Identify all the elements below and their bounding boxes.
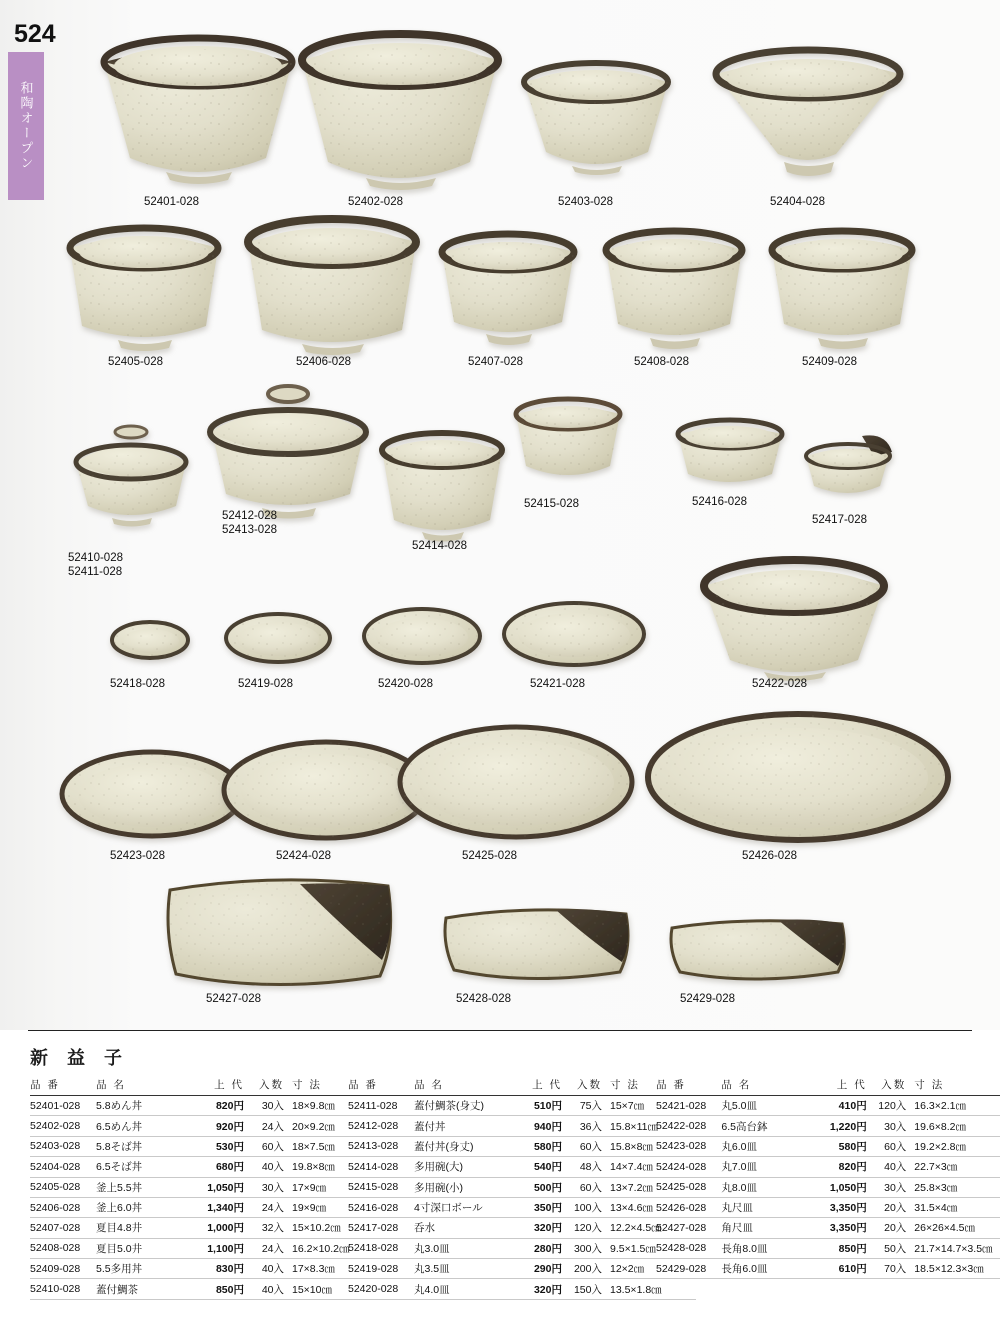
caption-52419-028: 52419-028	[238, 678, 293, 690]
th-qty: 入数	[869, 1076, 911, 1096]
product-52408-028	[606, 231, 742, 349]
cell-code: 52415-028	[348, 1177, 414, 1197]
caption-52404-028: 52404-028	[770, 196, 825, 208]
table-row	[30, 1177, 378, 1197]
cell-name: 丸8.0皿	[721, 1177, 815, 1197]
cell-size: 18×7.5㎝	[288, 1136, 378, 1156]
price-table-3	[656, 1076, 1000, 1279]
cell-code: 52418-028	[348, 1238, 414, 1258]
table-row	[348, 1259, 696, 1279]
product-52418-028	[112, 622, 188, 658]
cell-size: 15.8×11㎝	[606, 1116, 696, 1136]
cell-price: 410円	[815, 1096, 868, 1116]
caption-52421-028: 52421-028	[530, 678, 585, 690]
caption-52423-028: 52423-028	[110, 850, 165, 862]
cell-price: 3,350円	[815, 1218, 868, 1238]
cell-name: 丸5.0皿	[721, 1096, 815, 1116]
caption-52418-028: 52418-028	[110, 678, 165, 690]
caption-52420-028: 52420-028	[378, 678, 433, 690]
cell-name: 6.5めん丼	[96, 1116, 192, 1136]
cell-name: 長角8.0皿	[721, 1238, 815, 1258]
cell-qty: 75入	[564, 1096, 606, 1116]
table-row	[656, 1116, 1000, 1136]
cell-size: 22.7×3㎝	[910, 1157, 1000, 1177]
th-name: 品 名	[414, 1076, 510, 1096]
product-52422-028	[704, 560, 884, 681]
cell-qty: 200入	[564, 1259, 606, 1279]
cell-price: 820円	[815, 1157, 868, 1177]
product-52409-028	[772, 231, 912, 349]
product-52415-028	[516, 399, 620, 475]
cell-name: 角尺皿	[721, 1218, 815, 1238]
table-row	[348, 1197, 696, 1217]
product-52421-028	[504, 603, 644, 665]
caption-52409-028: 52409-028	[802, 356, 857, 368]
product-52410-028	[76, 426, 186, 527]
cell-code: 52426-028	[656, 1197, 721, 1217]
cell-price: 320円	[510, 1218, 564, 1238]
cell-price: 540円	[510, 1157, 564, 1177]
caption-52408-028: 52408-028	[634, 356, 689, 368]
cell-price: 1,050円	[192, 1177, 246, 1197]
cell-price: 920円	[192, 1116, 246, 1136]
table-row	[30, 1136, 378, 1156]
cell-price: 1,340円	[192, 1197, 246, 1217]
table-row	[30, 1197, 378, 1217]
cell-code: 52407-028	[30, 1218, 96, 1238]
cell-price: 580円	[815, 1136, 868, 1156]
cell-qty: 60入	[564, 1177, 606, 1197]
product-52420-028	[364, 609, 480, 663]
product-52426-028	[648, 714, 948, 840]
th-name: 品 名	[96, 1076, 192, 1096]
caption-52413-028: 52413-028	[222, 524, 277, 536]
cell-qty: 150入	[564, 1279, 606, 1299]
table-row	[656, 1218, 1000, 1238]
table-row	[348, 1238, 696, 1258]
cell-code: 52403-028	[30, 1136, 96, 1156]
table-row	[656, 1259, 1000, 1279]
cell-price: 940円	[510, 1116, 564, 1136]
cell-price: 350円	[510, 1197, 564, 1217]
cell-size: 17×9㎝	[288, 1177, 378, 1197]
caption-52429-028: 52429-028	[680, 993, 735, 1005]
cell-qty: 24入	[246, 1116, 288, 1136]
cell-code: 52405-028	[30, 1177, 96, 1197]
product-52428-028	[445, 910, 628, 979]
table-row	[30, 1116, 378, 1136]
cell-name: 長角6.0皿	[721, 1259, 815, 1279]
cell-size: 12×2㎝	[606, 1259, 696, 1279]
cell-price: 320円	[510, 1279, 564, 1299]
product-52403-028	[524, 63, 668, 175]
cell-size: 17×8.3㎝	[288, 1259, 378, 1279]
cell-name: 蓋付鯛茶(身丈)	[414, 1096, 510, 1116]
table-row	[30, 1218, 378, 1238]
th-code: 品 番	[348, 1076, 414, 1096]
caption-52403-028: 52403-028	[558, 196, 613, 208]
cell-code: 52406-028	[30, 1197, 96, 1217]
product-52417-028	[806, 435, 892, 493]
cell-price: 1,000円	[192, 1218, 246, 1238]
th-qty: 入数	[564, 1076, 606, 1096]
cell-price: 820円	[192, 1096, 246, 1116]
cell-size: 25.8×3㎝	[910, 1177, 1000, 1197]
cell-name: 丸4.0皿	[414, 1279, 510, 1299]
cell-size: 15.8×8㎝	[606, 1136, 696, 1156]
cell-size: 19.6×8.2㎝	[910, 1116, 1000, 1136]
caption-52426-028: 52426-028	[742, 850, 797, 862]
th-size: 寸 法	[288, 1076, 378, 1096]
product-52401-028	[104, 38, 292, 184]
cell-size: 13×4.6㎝	[606, 1197, 696, 1217]
cell-size: 13×7.2㎝	[606, 1177, 696, 1197]
cell-qty: 120入	[869, 1096, 911, 1116]
cell-size: 19.8×8㎝	[288, 1157, 378, 1177]
cell-name: 夏目4.8井	[96, 1218, 192, 1238]
cell-code: 52425-028	[656, 1177, 721, 1197]
cell-qty: 30入	[869, 1177, 911, 1197]
cell-price: 850円	[815, 1238, 868, 1258]
cell-name: 多用碗(大)	[414, 1157, 510, 1177]
th-code: 品 番	[656, 1076, 721, 1096]
product-52404-028	[716, 50, 900, 176]
caption-52402-028: 52402-028	[348, 196, 403, 208]
cell-qty: 32入	[246, 1218, 288, 1238]
th-size: 寸 法	[606, 1076, 696, 1096]
cell-price: 530円	[192, 1136, 246, 1156]
table-row	[656, 1177, 1000, 1197]
price-table-area	[0, 1030, 1000, 1319]
cell-size: 15×10㎝	[288, 1279, 378, 1299]
table-row	[30, 1238, 378, 1258]
cell-size: 31.5×4㎝	[910, 1197, 1000, 1217]
th-price: 上 代	[815, 1076, 868, 1096]
cell-code: 52409-028	[30, 1259, 96, 1279]
cell-qty: 30入	[246, 1096, 288, 1116]
cell-name: 丸6.0皿	[721, 1136, 815, 1156]
cell-size: 18.5×12.3×3㎝	[910, 1259, 1000, 1279]
caption-52406-028: 52406-028	[296, 356, 351, 368]
table-row	[348, 1218, 696, 1238]
cell-code: 52411-028	[348, 1096, 414, 1116]
table-header-row	[656, 1076, 1000, 1096]
caption-52428-028: 52428-028	[456, 993, 511, 1005]
cell-price: 500円	[510, 1177, 564, 1197]
caption-52401-028: 52401-028	[144, 196, 199, 208]
cell-code: 52429-028	[656, 1259, 721, 1279]
product-52405-028	[70, 228, 218, 351]
cell-price: 3,350円	[815, 1197, 868, 1217]
cell-qty: 120入	[564, 1218, 606, 1238]
cell-price: 830円	[192, 1259, 246, 1279]
th-size: 寸 法	[910, 1076, 1000, 1096]
cell-code: 52422-028	[656, 1116, 721, 1136]
cell-size: 14×7.4㎝	[606, 1157, 696, 1177]
cell-size: 15×10.2㎝	[288, 1218, 378, 1238]
cell-code: 52428-028	[656, 1238, 721, 1258]
cell-code: 52421-028	[656, 1096, 721, 1116]
table-row	[348, 1279, 696, 1299]
caption-52411-028: 52411-028	[68, 566, 123, 578]
th-name: 品 名	[721, 1076, 815, 1096]
cell-qty: 20入	[869, 1218, 911, 1238]
caption-52415-028: 52415-028	[524, 498, 579, 510]
cell-qty: 24入	[246, 1238, 288, 1258]
table-row	[30, 1096, 378, 1116]
cell-qty: 100入	[564, 1197, 606, 1217]
table-row	[656, 1197, 1000, 1217]
table-header-row	[30, 1076, 378, 1096]
caption-52407-028: 52407-028	[468, 356, 523, 368]
product-52406-028	[248, 219, 416, 355]
table-row	[656, 1238, 1000, 1258]
cell-size: 26×26×4.5㎝	[910, 1218, 1000, 1238]
cell-price: 1,220円	[815, 1116, 868, 1136]
cell-code: 52402-028	[30, 1116, 96, 1136]
table-header-row	[348, 1076, 696, 1096]
cell-code: 52414-028	[348, 1157, 414, 1177]
cell-qty: 50入	[869, 1238, 911, 1258]
cell-name: 6.5そば丼	[96, 1157, 192, 1177]
product-52427-028	[168, 880, 391, 985]
cell-code: 52408-028	[30, 1238, 96, 1258]
product-52423-028	[62, 752, 242, 836]
table-row	[348, 1096, 696, 1116]
product-52412-028	[210, 386, 366, 519]
caption-52414-028: 52414-028	[412, 540, 467, 552]
price-table-column-3	[656, 1076, 1000, 1279]
cell-qty: 24入	[246, 1197, 288, 1217]
cell-price: 610円	[815, 1259, 868, 1279]
cell-size: 16.3×2.1㎝	[910, 1096, 1000, 1116]
caption-52416-028: 52416-028	[692, 496, 747, 508]
cell-code: 52416-028	[348, 1197, 414, 1217]
cell-name: 夏目5.0井	[96, 1238, 192, 1258]
cell-name: 蓋付鯛茶	[96, 1279, 192, 1299]
cell-name: 釜上6.0丼	[96, 1197, 192, 1217]
th-price: 上 代	[510, 1076, 564, 1096]
cell-qty: 40入	[246, 1157, 288, 1177]
cell-qty: 48入	[564, 1157, 606, 1177]
cell-size: 15×7㎝	[606, 1096, 696, 1116]
price-table-1	[30, 1076, 378, 1300]
table-row	[30, 1279, 378, 1299]
cell-qty: 30入	[869, 1116, 911, 1136]
cell-name: 蓋付丼	[414, 1116, 510, 1136]
cell-price: 1,050円	[815, 1177, 868, 1197]
cell-name: 呑水	[414, 1218, 510, 1238]
cell-name: 釜上5.5丼	[96, 1177, 192, 1197]
product-52402-028	[302, 34, 498, 190]
cell-price: 850円	[192, 1279, 246, 1299]
cell-qty: 60入	[564, 1136, 606, 1156]
cell-size: 19×9㎝	[288, 1197, 378, 1217]
cell-name: 6.5高台鉢	[721, 1116, 815, 1136]
cell-size: 19.2×2.8㎝	[910, 1136, 1000, 1156]
th-price: 上 代	[192, 1076, 246, 1096]
cell-name: 丸3.0皿	[414, 1238, 510, 1258]
cell-size: 16.2×10.2㎝	[288, 1238, 378, 1258]
cell-code: 52404-028	[30, 1157, 96, 1177]
cell-qty: 36入	[564, 1116, 606, 1136]
cell-price: 290円	[510, 1259, 564, 1279]
caption-52424-028: 52424-028	[276, 850, 331, 862]
cell-price: 280円	[510, 1238, 564, 1258]
product-52424-028	[224, 742, 428, 838]
cell-size: 12.2×4.5㎝	[606, 1218, 696, 1238]
price-table-column-1	[30, 1076, 378, 1300]
cell-size: 21.7×14.7×3.5㎝	[910, 1238, 1000, 1258]
table-row	[656, 1157, 1000, 1177]
cell-qty: 20入	[869, 1197, 911, 1217]
caption-52412-028: 52412-028	[222, 510, 277, 522]
product-52416-028	[678, 420, 782, 482]
cell-qty: 40入	[869, 1157, 911, 1177]
cell-qty: 60入	[246, 1136, 288, 1156]
caption-52405-028: 52405-028	[108, 356, 163, 368]
table-row	[348, 1116, 696, 1136]
caption-52425-028: 52425-028	[462, 850, 517, 862]
table-row	[656, 1096, 1000, 1116]
cell-code: 52427-028	[656, 1218, 721, 1238]
cell-price: 510円	[510, 1096, 564, 1116]
caption-52422-028: 52422-028	[752, 678, 807, 690]
cell-name: 5.8めん丼	[96, 1096, 192, 1116]
series-title: 新 益 子	[30, 1048, 130, 1068]
cell-name: 丸3.5皿	[414, 1259, 510, 1279]
cell-size: 20×9.2㎝	[288, 1116, 378, 1136]
cell-code: 52424-028	[656, 1157, 721, 1177]
table-row	[30, 1157, 378, 1177]
cell-code: 52412-028	[348, 1116, 414, 1136]
page-number: 524	[14, 20, 56, 48]
cell-price: 680円	[192, 1157, 246, 1177]
cell-code: 52419-028	[348, 1259, 414, 1279]
cell-code: 52413-028	[348, 1136, 414, 1156]
cell-code: 52401-028	[30, 1096, 96, 1116]
table-row	[348, 1136, 696, 1156]
cell-code: 52423-028	[656, 1136, 721, 1156]
table-row	[348, 1157, 696, 1177]
cell-size: 9.5×1.5㎝	[606, 1238, 696, 1258]
cell-qty: 40入	[246, 1279, 288, 1299]
caption-52410-028: 52410-028	[68, 552, 123, 564]
table-row	[348, 1177, 696, 1197]
th-code: 品 番	[30, 1076, 96, 1096]
product-52429-028	[671, 920, 844, 980]
cell-name: 5.8そば丼	[96, 1136, 192, 1156]
product-52419-028	[226, 614, 330, 662]
cell-size: 13.5×1.8㎝	[606, 1279, 696, 1299]
cell-price: 580円	[510, 1136, 564, 1156]
cell-qty: 60入	[869, 1136, 911, 1156]
cell-qty: 70入	[869, 1259, 911, 1279]
price-table-column-2	[348, 1076, 696, 1300]
caption-52417-028: 52417-028	[812, 514, 867, 526]
cell-qty: 300入	[564, 1238, 606, 1258]
table-row	[656, 1136, 1000, 1156]
cell-name: 4寸深口ボール	[414, 1197, 510, 1217]
cell-qty: 40入	[246, 1259, 288, 1279]
price-table-2	[348, 1076, 696, 1300]
cell-name: 5.5多用丼	[96, 1259, 192, 1279]
cell-name: 丸7.0皿	[721, 1157, 815, 1177]
cell-name: 丸尺皿	[721, 1197, 815, 1217]
cell-code: 52410-028	[30, 1279, 96, 1299]
cell-name: 蓋付丼(身丈)	[414, 1136, 510, 1156]
cell-size: 18×9.8㎝	[288, 1096, 378, 1116]
category-tab: 和陶オープン	[8, 52, 44, 200]
cell-price: 1,100円	[192, 1238, 246, 1258]
table-row	[30, 1259, 378, 1279]
product-52425-028	[400, 727, 632, 837]
cell-qty: 30入	[246, 1177, 288, 1197]
cell-name: 多用碗(小)	[414, 1177, 510, 1197]
cell-code: 52417-028	[348, 1218, 414, 1238]
cell-code: 52420-028	[348, 1279, 414, 1299]
th-qty: 入数	[246, 1076, 288, 1096]
product-52414-028	[382, 433, 502, 542]
product-52407-028	[442, 234, 574, 345]
caption-52427-028: 52427-028	[206, 993, 261, 1005]
